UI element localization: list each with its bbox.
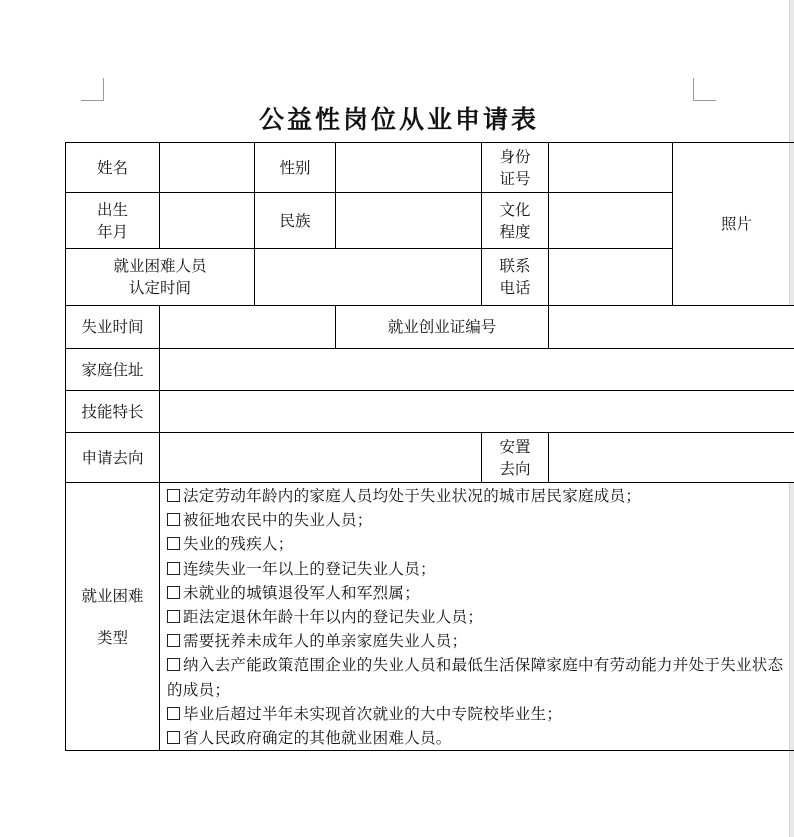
label-application-direction: 申请去向 bbox=[66, 433, 160, 483]
contact-field[interactable] bbox=[549, 249, 673, 306]
difficulty-option[interactable]: 法定劳动年龄内的家庭人员均处于失业状况的城市居民家庭成员； bbox=[167, 484, 794, 508]
difficulty-option[interactable]: 省人民政府确定的其他就业困难人员。 bbox=[167, 726, 794, 750]
label-ethnicity: 民族 bbox=[255, 193, 336, 249]
label-unemployed-time: 失业时间 bbox=[66, 306, 160, 349]
checkbox[interactable] bbox=[167, 731, 180, 744]
label-name: 姓名 bbox=[66, 143, 160, 193]
difficulty-option[interactable]: 未就业的城镇退役军人和军烈属； bbox=[167, 581, 794, 605]
certify-time-field[interactable] bbox=[255, 249, 482, 306]
label-difficulty-type: 就业困难 类型 bbox=[66, 483, 160, 751]
label-education: 文化 程度 bbox=[482, 193, 549, 249]
margin-corner-mark-left bbox=[81, 78, 104, 101]
difficulty-option[interactable]: 距法定退休年龄十年以内的登记失业人员； bbox=[167, 605, 794, 629]
skills-field[interactable] bbox=[160, 391, 794, 433]
label-skills: 技能特长 bbox=[66, 391, 160, 433]
checkbox[interactable] bbox=[167, 707, 180, 720]
difficulty-option[interactable]: 毕业后超过半年未实现首次就业的大中专院校毕业生； bbox=[167, 702, 794, 726]
checkbox[interactable] bbox=[167, 489, 180, 502]
id-number-field[interactable] bbox=[549, 143, 673, 193]
label-cert-number: 就业创业证编号 bbox=[336, 306, 549, 349]
address-field[interactable] bbox=[160, 349, 794, 391]
margin-corner-mark-right bbox=[693, 78, 716, 101]
label-placement: 安置 去向 bbox=[482, 433, 549, 483]
checkbox[interactable] bbox=[167, 562, 180, 575]
difficulty-option[interactable]: 被征地农民中的失业人员； bbox=[167, 508, 794, 532]
checkbox[interactable] bbox=[167, 658, 180, 671]
difficulty-option[interactable]: 连续失业一年以上的登记失业人员； bbox=[167, 557, 794, 581]
difficulty-option[interactable]: 需要抚养未成年人的单亲家庭失业人员； bbox=[167, 629, 794, 653]
ethnicity-field[interactable] bbox=[336, 193, 482, 249]
checkbox[interactable] bbox=[167, 586, 180, 599]
gender-field[interactable] bbox=[336, 143, 482, 193]
label-gender: 性别 bbox=[255, 143, 336, 193]
difficulty-type-options bbox=[160, 483, 794, 751]
label-id-number: 身份 证号 bbox=[482, 143, 549, 193]
birth-field[interactable] bbox=[160, 193, 255, 249]
checkbox[interactable] bbox=[167, 610, 180, 623]
label-address: 家庭住址 bbox=[66, 349, 160, 391]
placement-field[interactable] bbox=[549, 433, 794, 483]
checkbox[interactable] bbox=[167, 537, 180, 550]
difficulty-option[interactable]: 纳入去产能政策范围企业的失业人员和最低生活保障家庭中有劳动能力并处于失业状态的成员； bbox=[167, 656, 784, 699]
label-certify-time: 就业困难人员 认定时间 bbox=[66, 249, 255, 306]
checkbox[interactable] bbox=[167, 513, 180, 526]
unemployed-time-field[interactable] bbox=[160, 306, 336, 349]
checkbox[interactable] bbox=[167, 634, 180, 647]
form-title: 公益性岗位从业申请表 bbox=[258, 105, 539, 134]
education-field[interactable] bbox=[549, 193, 673, 249]
photo-cell[interactable]: 照片 bbox=[673, 143, 794, 306]
difficulty-option[interactable]: 失业的残疾人； bbox=[167, 532, 794, 556]
label-contact: 联系 电话 bbox=[482, 249, 549, 306]
application-direction-field[interactable] bbox=[160, 433, 482, 483]
cert-number-field[interactable] bbox=[549, 306, 794, 349]
name-field[interactable] bbox=[160, 143, 255, 193]
application-form-table bbox=[65, 142, 794, 751]
label-birth: 出生 年月 bbox=[66, 193, 160, 249]
